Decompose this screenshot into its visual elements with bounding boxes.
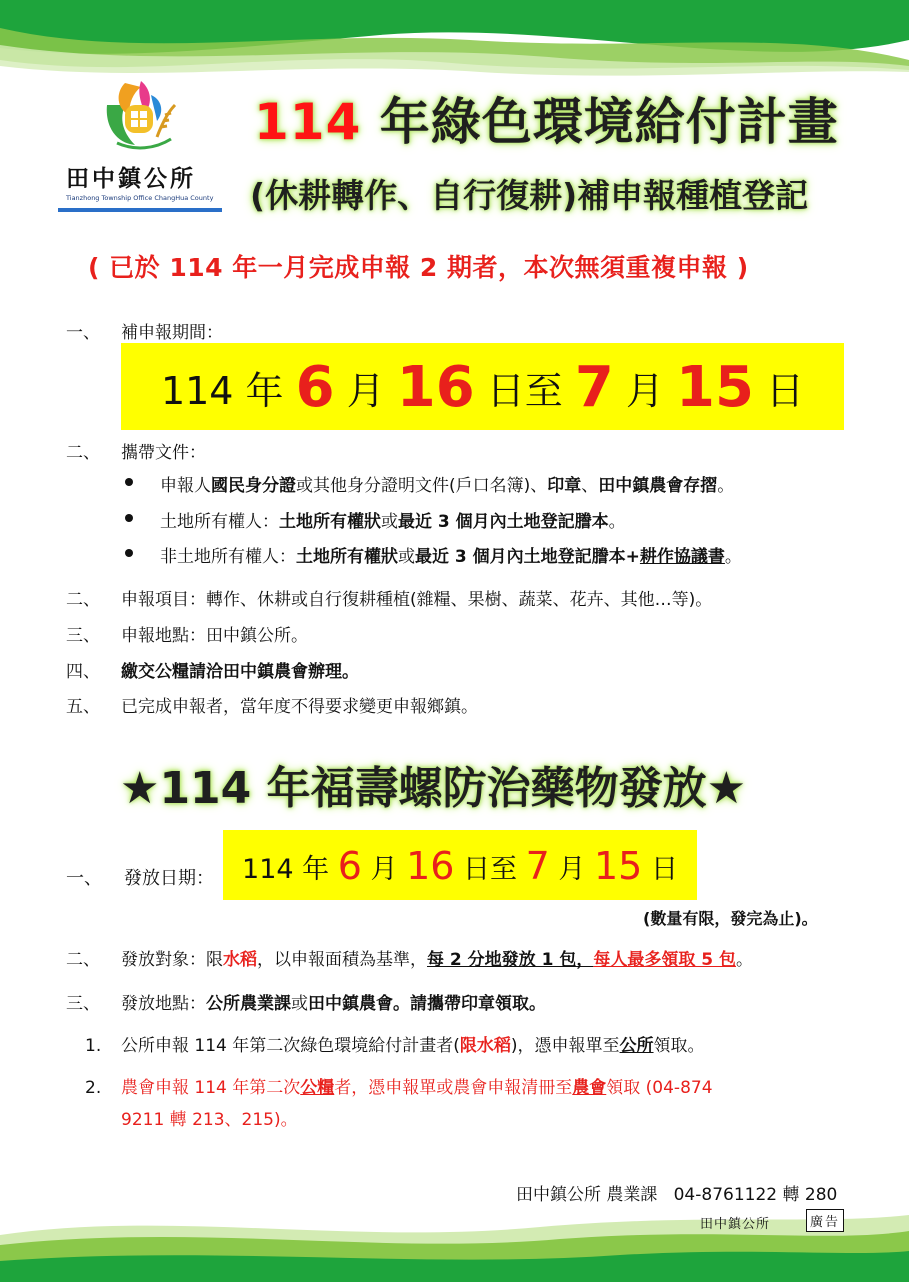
quantity-limit-note: (數量有限，發完為止)。 — [643, 909, 818, 928]
dist-target: 二、 發放對象：限水稻，以申報面積為基準，每 2 分地發放 1 包，每人最多領取 5 包。 — [66, 950, 754, 970]
item-label: 補申報期間： — [121, 323, 223, 343]
item-grain-payment: 四、 繳交公糧請洽田中鎮農會辦理。 — [66, 662, 359, 682]
period-text: 日至 — [474, 369, 575, 413]
bullet-item: 土地所有權人：土地所有權狀或最近 3 個月內土地登記謄本。 — [160, 512, 626, 532]
item-application-place: 三、 申報地點：田中鎮公所。 — [66, 626, 308, 646]
dist-month-end: 7 — [525, 844, 550, 888]
logo-emblem-icon — [95, 75, 185, 155]
bullet-dot — [125, 514, 133, 522]
period-text: 114 年 — [160, 369, 296, 413]
bullet-dot — [125, 549, 133, 557]
dist-sub-item-1: 1. 公所申報 114 年第二次綠色環境給付計畫者(限水稻)，憑申報單至公所領取。 — [85, 1036, 705, 1056]
contact-info: 田中鎮公所 農業課 04-8761122 轉 280 — [516, 1185, 838, 1205]
title-text: 年綠色環境給付計畫 — [361, 93, 839, 151]
period-day-start: 16 — [396, 355, 475, 420]
period-text: 月 — [334, 369, 397, 413]
bullet-dot — [125, 478, 133, 486]
period-month-end: 7 — [574, 355, 614, 420]
item-no-change: 五、 已完成申報者，當年度不得要求變更申報鄉鎮。 — [66, 697, 478, 717]
period-month-start: 6 — [295, 355, 335, 420]
item-num: 二、 — [66, 443, 100, 463]
item-2-documents — [66, 438, 206, 463]
dist-month-start: 6 — [337, 844, 362, 888]
item-num: 一、 — [66, 323, 100, 343]
stamp-org: 田中鎮公所 — [700, 1217, 771, 1232]
item-1-period — [66, 318, 223, 343]
title-year: 114 — [254, 93, 362, 151]
dist-day-start: 16 — [406, 844, 455, 888]
dist-place: 三、 發放地點：公所農業課或田中鎮農會。請攜帶印章領取。 — [66, 994, 546, 1014]
dist-sub-item-2: 2. 農會申報 114 年第二次公糧者，憑申報單或農會申報清冊至農會領取 (04-874 — [85, 1078, 713, 1098]
main-title — [254, 82, 839, 154]
org-name: 田中鎮公所 — [66, 166, 196, 192]
org-english-name: Tianzhong Township Office ChangHua County — [66, 194, 214, 202]
period-text: 月 — [613, 369, 677, 413]
item-label: 攜帶文件： — [121, 443, 206, 463]
org-underline — [58, 208, 222, 212]
dist-sub-item-2-cont: 9211 轉 213、215)。 — [121, 1110, 298, 1130]
top-wave-decoration — [0, 0, 909, 80]
bullet-item: 非土地所有權人：土地所有權狀或最近 3 個月內土地登記謄本+耕作協議書。 — [160, 547, 742, 567]
period-date — [121, 345, 844, 430]
notice-text: ( 已於 114 年一月完成申報 2 期者，本次無須重複申報 ) — [88, 253, 749, 282]
ad-stamp-label: 廣告 — [806, 1209, 844, 1232]
subtitle: (休耕轉作、自行復耕)補申報種植登記 — [250, 176, 809, 215]
period-day-end: 15 — [676, 355, 754, 420]
township-logo — [95, 75, 185, 155]
dist-date: 114 年 6 月 16 日至 7 月 15 日 — [242, 844, 678, 888]
section2-title: ★114 年福壽螺防治藥物發放★ — [120, 763, 747, 814]
bottom-wave-decoration — [0, 1205, 909, 1282]
period-text: 日 — [753, 369, 805, 413]
bullet-item: 申報人國民身分證或其他身分證明文件(戶口名簿)、印章、田中鎮農會存摺。 — [160, 476, 735, 496]
dist-date-label: 一、 發放日期： — [66, 868, 214, 889]
item-application-types: 二、 申報項目：轉作、休耕或自行復耕種植(雜糧、果樹、蔬菜、花卉、其他…等)。 — [66, 590, 713, 610]
dist-day-end: 15 — [594, 844, 643, 888]
